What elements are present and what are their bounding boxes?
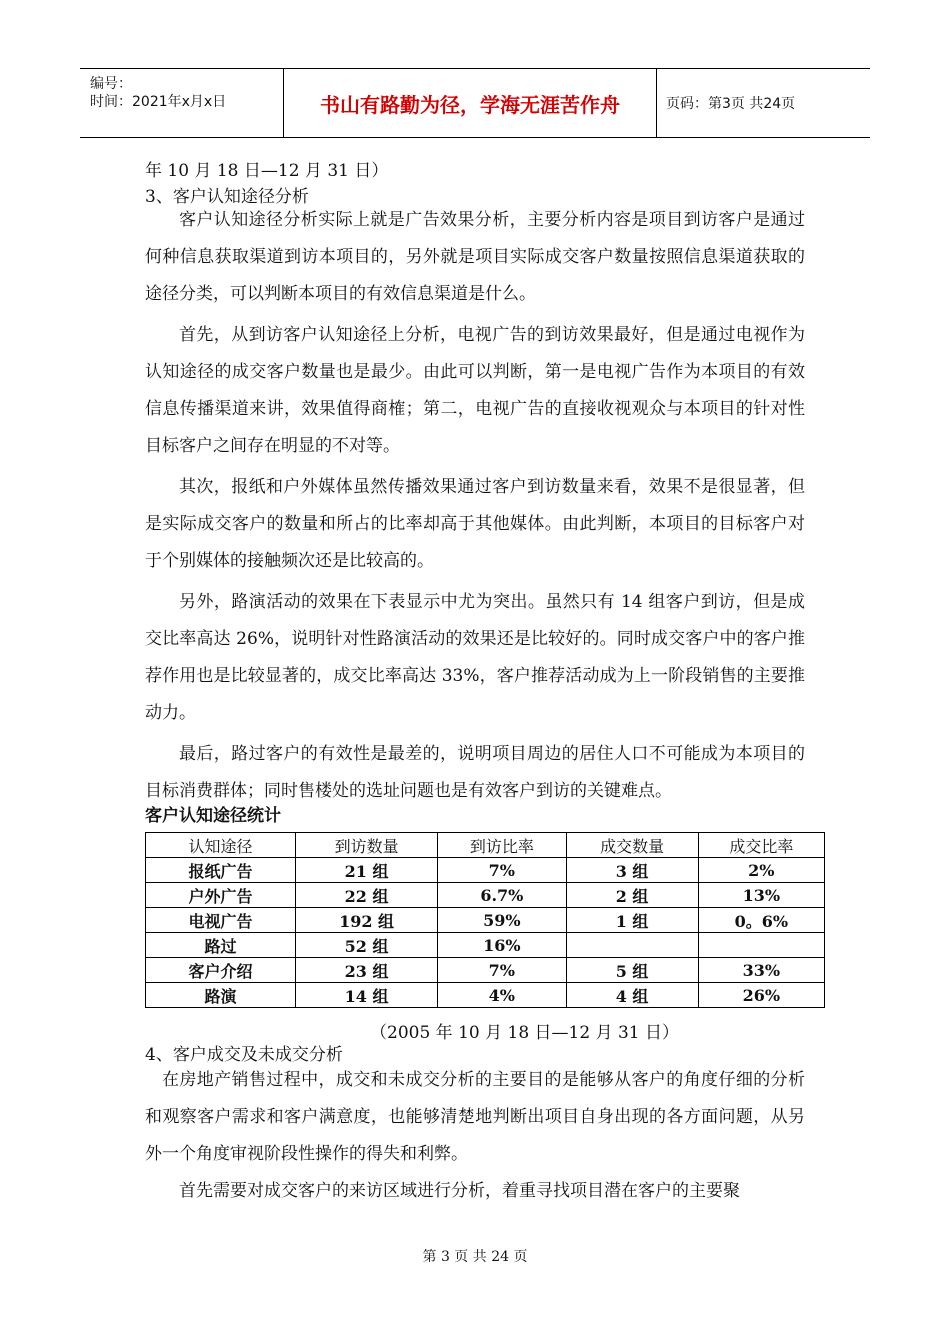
table-cell: 1 组 [566,908,698,933]
table-row [146,933,825,958]
table-cell: 21 组 [295,858,437,883]
paragraph: 最后，路过客户的有效性是最差的，说明项目周边的居住人口不可能成为本项目的目标消费群体；同时售楼处的选址问题也是有效客户到访的关键难点。 [145,744,805,801]
table-cell: 23 组 [295,958,437,983]
col-header-deals: 成交数量 [566,833,698,858]
table-row [146,983,825,1008]
table-cell: 4 组 [566,983,698,1008]
table-cell: 7% [438,958,566,983]
table-caption: （2005 年 10 月 18 日—12 月 31 日） [370,1023,680,1043]
paragraph: 其次，报纸和户外媒体虽然传播效果通过客户到访数量来看，效果不是很显著，但是实际成交客户的数量和所占的比率却高于其他媒体。由此判断，本项目的目标客户对于个别媒体的接触频次还是比较高的。 [145,477,805,571]
table-cell: 电视广告 [146,908,296,933]
table-cell: 192 组 [295,908,437,933]
table-cell: 4% [438,983,566,1008]
table-cell: 6.7% [438,883,566,908]
table-row [146,958,825,983]
document-header [80,68,870,138]
table-cell [566,933,698,958]
table-cell: 2 组 [566,883,698,908]
table-cell: 2% [698,858,824,883]
date-range-continuation: 年 10 月 18 日—12 月 31 日） [145,161,389,181]
paragraph: 在房地产销售过程中，成交和未成交分析的主要目的是能够从客户的角度仔细的分析和观察客户需求和客户满意度，也能够清楚地判断出项目自身出现的各方面问题，从另外一个角度审视阶段性操作的得失和利弊。 [145,1070,805,1164]
table-cell: 0。6% [698,908,824,933]
table-row [146,883,825,908]
table-header-row [146,833,825,858]
table-cell: 3 组 [566,858,698,883]
header-motto: 书山有路勤为径，学海无涯苦作舟 [284,69,657,137]
col-header-deal-rate: 成交比率 [698,833,824,858]
table-cell: 33% [698,958,824,983]
table-cell: 16% [438,933,566,958]
paragraph: 另外，路演活动的效果在下表显示中尤为突出。虽然只有 14 组客户到访，但是成交比率高达 26%，说明针对性路演活动的效果还是比较好的。同时成交客户中的客户推荐作用也是比较显著的，成交比率高达 33%，客户推荐活动成为上一阶段销售的主要推动力。 [145,592,805,723]
awareness-channel-table [145,832,825,1008]
table-cell: 路过 [146,933,296,958]
table-cell: 22 组 [295,883,437,908]
header-meta-cell [80,69,284,137]
table-cell: 13% [698,883,824,908]
number-label: 编号： [90,76,132,92]
table-cell: 14 组 [295,983,437,1008]
col-header-visits: 到访数量 [295,833,437,858]
col-header-visit-rate: 到访比率 [438,833,566,858]
section-3-body [145,202,805,810]
table-row [146,858,825,883]
table-cell: 报纸广告 [146,858,296,883]
table-cell: 路演 [146,983,296,1008]
table-cell: 7% [438,858,566,883]
page-footer: 第 3 页 共 24 页 [422,1249,528,1265]
col-header-channel: 认知途径 [146,833,296,858]
table-cell: 客户介绍 [146,958,296,983]
time-label: 时间：2021年x月x日 [90,94,227,110]
table-cell [698,933,824,958]
section-4-heading: 4、客户成交及未成交分析 [145,1045,343,1065]
table-cell: 52 组 [295,933,437,958]
paragraph: 首先，从到访客户认知途径上分析，电视广告的到访效果最好，但是通过电视作为认知途径的成交客户数量也是最少。由此可以判断，第一是电视广告作为本项目的有效信息传播渠道来讲，效果值得商榷；第二，电视广告的直接收视观众与本项目的针对性目标客户之间存在明显的不对等。 [145,325,805,456]
section-3-heading: 3、客户认知途径分析 [145,187,309,207]
table-cell: 5 组 [566,958,698,983]
header-page-info: 页码：第3页 共24页 [666,96,796,112]
table-title: 客户认知途径统计 [145,806,281,826]
table-cell: 户外广告 [146,883,296,908]
section-4-body [145,1062,805,1210]
table-row [146,908,825,933]
table-cell: 59% [438,908,566,933]
paragraph: 客户认知途径分析实际上就是广告效果分析，主要分析内容是项目到访客户是通过何种信息获取渠道到访本项目的，另外就是项目实际成交客户数量按照信息渠道获取的途径分类，可以判断本项目的有效信息渠道是什么。 [145,210,805,304]
table-cell: 26% [698,983,824,1008]
paragraph: 首先需要对成交客户的来访区域进行分析，着重寻找项目潜在客户的主要聚 [179,1181,740,1201]
